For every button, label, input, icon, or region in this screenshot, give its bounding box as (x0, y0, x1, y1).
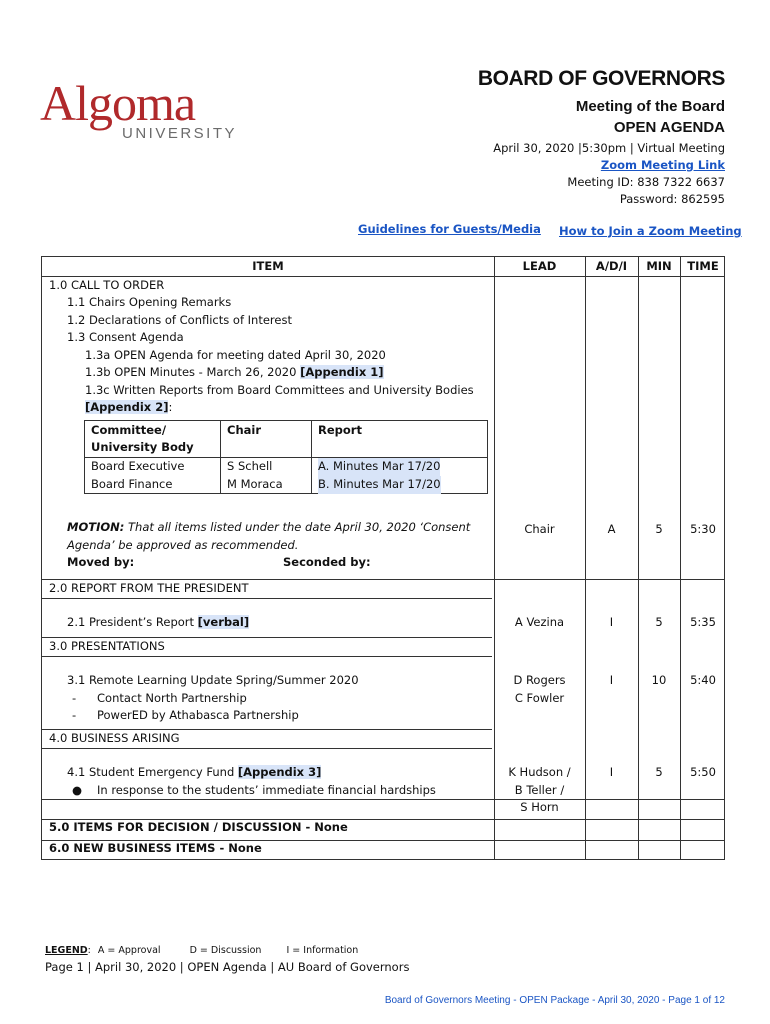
seconded-by: Seconded by: (283, 555, 371, 569)
legend-label: LEGEND (45, 945, 88, 956)
moved-by: Moved by: (67, 555, 135, 569)
header-time: TIME (687, 259, 719, 273)
bullet-icon: ● (72, 783, 83, 797)
agenda-type: OPEN AGENDA (613, 119, 725, 136)
document-header (478, 66, 725, 208)
legend-discussion: D = Discussion (189, 945, 262, 956)
agenda-subitem: 1.3b OPEN Minutes - March 26, 2020 [Appendix 1] (85, 365, 384, 379)
reports-header-chair: Chair (227, 423, 262, 437)
list-item: Contact North Partnership (97, 691, 247, 705)
report-link[interactable]: A. Minutes Mar 17/20 (318, 458, 440, 476)
section-title: 1.0 CALL TO ORDER (49, 278, 165, 292)
min-cell: 5 (655, 615, 663, 629)
time-cell: 5:30 (690, 522, 716, 536)
section-title: 4.0 BUSINESS ARISING (49, 731, 180, 745)
min-cell: 5 (655, 765, 663, 779)
legend-approval: A = Approval (97, 945, 161, 956)
meeting-id: Meeting ID: 838 7322 6637 (567, 175, 725, 189)
agenda-item: 4.1 Student Emergency Fund [Appendix 3] (67, 765, 322, 779)
logo-wordmark: Algoma (40, 75, 196, 131)
agenda-subitem: 1.3a OPEN Agenda for meeting dated April 30, 2020 (85, 348, 386, 362)
lead-cell: B Teller / (514, 783, 565, 797)
report-link[interactable]: B. Minutes Mar 17/20 (318, 476, 441, 494)
appendix-link[interactable]: [Appendix 3] (237, 765, 322, 779)
reports-cell-body: Board Executive (91, 459, 185, 473)
lead-cell: D Rogers (513, 673, 566, 687)
agenda-table (41, 256, 725, 860)
agenda-item: 1.1 Chairs Opening Remarks (67, 295, 232, 309)
list-dash: - (72, 691, 77, 705)
motion-text: MOTION: That all items listed under the date April 30, 2020 ‘Consent (67, 520, 471, 534)
time-cell: 5:40 (690, 673, 716, 687)
lead-cell: A Vezina (514, 615, 565, 629)
reports-header-committee: University Body (91, 440, 194, 454)
package-footer: Board of Governors Meeting - OPEN Package - April 30, 2020 - Page 1 of 12 (384, 995, 725, 1006)
legend: LEGEND: A = Approval D = Discussion I = Information (45, 945, 359, 956)
section-title: 2.0 REPORT FROM THE PRESIDENT (49, 581, 249, 595)
time-cell: 5:50 (690, 765, 716, 779)
join-zoom-link[interactable]: How to Join a Zoom Meeting (559, 224, 742, 238)
lead-cell: Chair (524, 522, 555, 536)
agenda-subitem: [Appendix 2]: (85, 400, 173, 414)
header-item: ITEM (252, 259, 284, 273)
appendix-link[interactable]: [Appendix 2] (85, 400, 169, 414)
motion-text: Agenda’ be approved as recommended. (67, 538, 299, 552)
reports-cell-body: Board Finance (91, 477, 173, 491)
header-min: MIN (646, 259, 672, 273)
list-dash: - (72, 708, 77, 722)
adi-cell: I (609, 765, 614, 779)
legend-information: I = Information (286, 945, 359, 956)
agenda-item: 1.2 Declarations of Conflicts of Interest (67, 313, 292, 327)
meeting-password: Password: 862595 (619, 192, 725, 206)
adi-cell: A (607, 522, 616, 536)
algoma-logo (40, 75, 238, 148)
reports-header-committee: Committee/ (91, 423, 167, 437)
zoom-meeting-link[interactable]: Zoom Meeting Link (600, 158, 725, 172)
reports-header-report: Report (318, 423, 362, 437)
agenda-subitem: 1.3c Written Reports from Board Committees and University Bodies (85, 383, 474, 397)
reports-table (84, 420, 488, 494)
logo-subtitle: UNIVERSITY (122, 125, 238, 142)
page-footer: Page 1 | April 30, 2020 | OPEN Agenda | AU Board of Governors (45, 960, 410, 974)
min-cell: 10 (651, 673, 667, 687)
list-item: In response to the students’ immediate financial hardships (97, 783, 436, 797)
adi-cell: I (609, 673, 614, 687)
reports-cell-chair: M Moraca (227, 477, 283, 491)
min-cell: 5 (655, 522, 663, 536)
header-lead: LEAD (522, 259, 557, 273)
document-title: BOARD OF GOVERNORS (477, 67, 725, 90)
agenda-item: 3.1 Remote Learning Update Spring/Summer 2020 (67, 673, 359, 687)
section-title: 3.0 PRESENTATIONS (49, 639, 165, 653)
meeting-date: April 30, 2020 |5:30pm | Virtual Meeting (493, 141, 725, 155)
appendix-link[interactable]: [verbal] (197, 615, 250, 629)
agenda-item: 2.1 President’s Report [verbal] (67, 615, 250, 629)
header-adi: A/D/I (595, 259, 628, 273)
appendix-link[interactable]: [Appendix 1] (300, 365, 384, 379)
time-cell: 5:35 (690, 615, 716, 629)
document-subtitle: Meeting of the Board (575, 98, 725, 115)
lead-cell: K Hudson / (508, 765, 571, 779)
reports-cell-chair: S Schell (227, 459, 273, 473)
agenda-item: 1.3 Consent Agenda (67, 330, 184, 344)
lead-cell: S Horn (520, 800, 559, 814)
section-title: 6.0 NEW BUSINESS ITEMS - None (49, 841, 262, 855)
list-item: PowerED by Athabasca Partnership (97, 708, 299, 722)
guidelines-link[interactable]: Guidelines for Guests/Media (358, 222, 541, 236)
lead-cell: C Fowler (514, 691, 565, 705)
adi-cell: I (609, 615, 614, 629)
section-title: 5.0 ITEMS FOR DECISION / DISCUSSION - None (49, 820, 348, 834)
